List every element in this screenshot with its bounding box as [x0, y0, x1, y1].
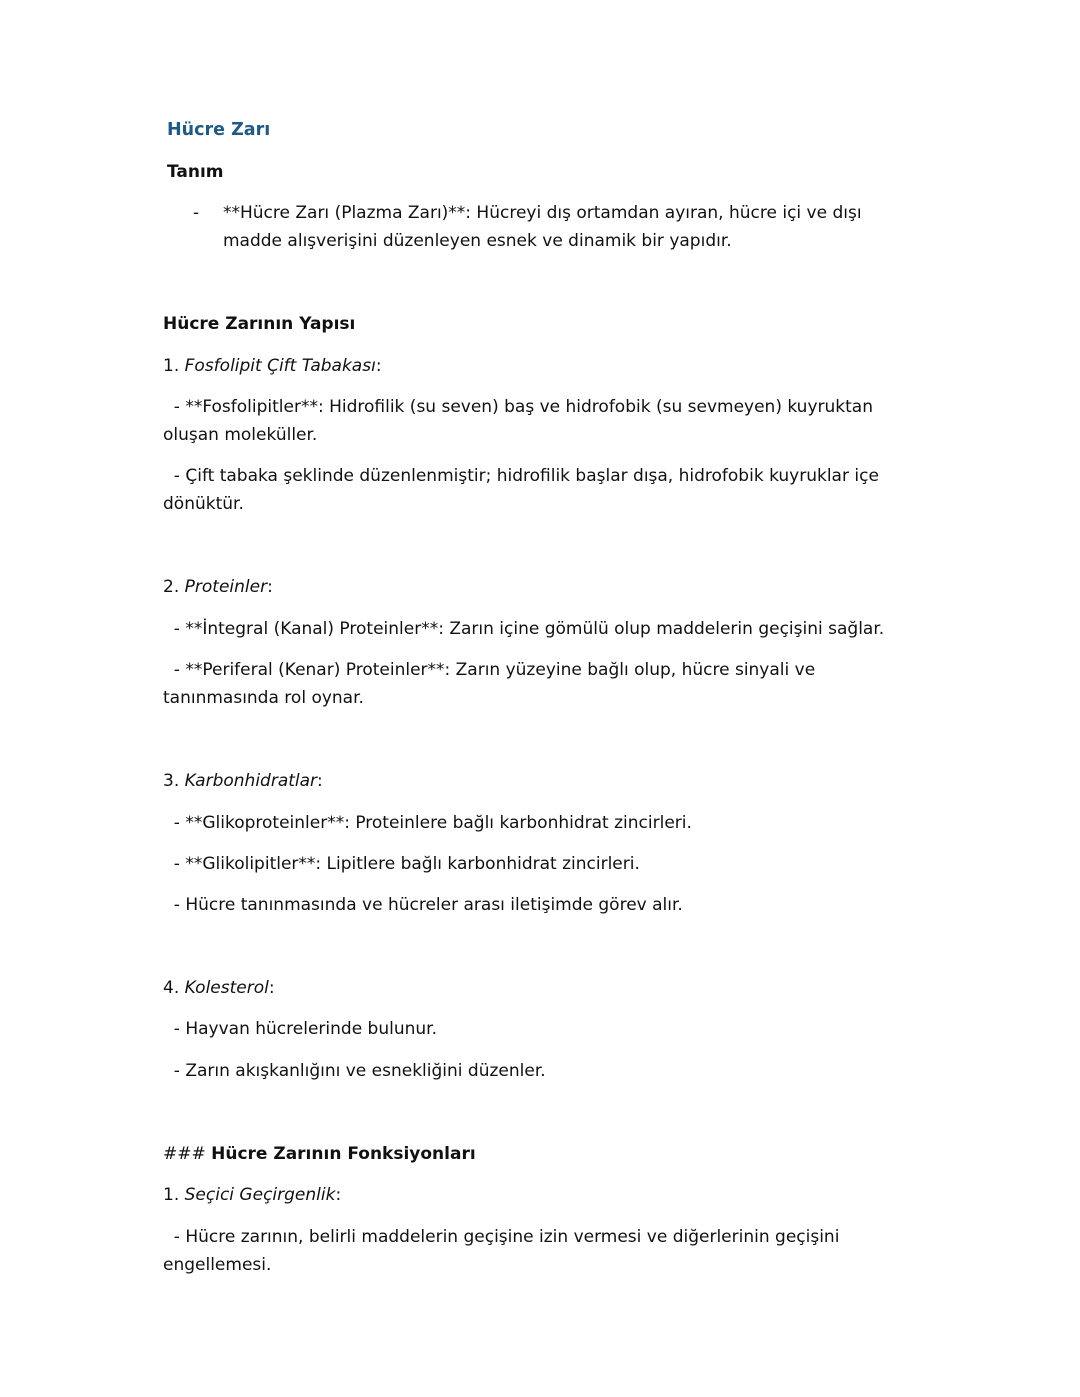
item-colon: : [375, 356, 382, 376]
structure-item3-line3: - Hücre tanınmasında ve hücreler arası iletişimde görev alır. [163, 895, 683, 915]
functions-heading-text: Hücre Zarının Fonksiyonları [211, 1144, 476, 1164]
definition-heading: Tanım [167, 162, 224, 182]
structure-item1-line1a: - **Fosfolipitler**: Hidrofilik (su seven) baş ve hidrofobik (su sevmeyen) kuyruktan [163, 397, 873, 417]
structure-heading: Hücre Zarının Yapısı [163, 314, 356, 334]
item-name: Kolesterol [184, 978, 269, 998]
definition-bullet-line2: madde alışverişini düzenleyen esnek ve dinamik bir yapıdır. [223, 231, 732, 251]
structure-item2-line2a: - **Periferal (Kenar) Proteinler**: Zarın yüzeyine bağlı olup, hücre sinyali ve [163, 660, 816, 680]
structure-item3-line1: - **Glikoproteinler**: Proteinlere bağlı karbonhidrat zincirleri. [163, 813, 692, 833]
item-number: 2. [163, 577, 180, 597]
structure-item1-line2a: - Çift tabaka şeklinde düzenlenmiştir; hidrofilik başlar dışa, hidrofobik kuyruklar içe [163, 466, 879, 486]
structure-item2-line2b: tanınmasında rol oynar. [163, 688, 364, 708]
structure-item3-line2: - **Glikolipitler**: Lipitlere bağlı karbonhidrat zincirleri. [163, 854, 640, 874]
item-number: 1. [163, 356, 180, 376]
item-colon: : [267, 577, 273, 597]
item-number: 4. [163, 978, 180, 998]
functions-item1-line1b: engellemesi. [163, 1255, 272, 1275]
structure-item4-line1: - Hayvan hücrelerinde bulunur. [163, 1019, 438, 1039]
structure-item1-title [163, 352, 382, 380]
structure-item2-title [163, 573, 273, 601]
item-name: Seçici Geçirgenlik [184, 1185, 336, 1205]
item-name: Proteinler [184, 577, 268, 597]
functions-item1-title [163, 1181, 341, 1209]
structure-item1-line1b: oluşan moleküller. [163, 425, 318, 445]
structure-item4-line2: - Zarın akışkanlığını ve esnekliğini düzenler. [163, 1061, 546, 1081]
markdown-prefix: ### [163, 1144, 206, 1164]
functions-heading [163, 1140, 476, 1168]
item-number: 1. [163, 1185, 180, 1205]
item-colon: : [335, 1185, 342, 1205]
structure-item4-title [163, 974, 275, 1002]
item-colon: : [268, 978, 275, 998]
structure-item1-line2b: dönüktür. [163, 494, 244, 514]
bullet-marker: - [193, 203, 200, 223]
item-number: 3. [163, 771, 180, 791]
item-colon: : [317, 771, 323, 791]
structure-item2-line1: - **İntegral (Kanal) Proteinler**: Zarın içine gömülü olup maddelerin geçişini sağlar. [163, 619, 885, 639]
definition-bullet-line1: **Hücre Zarı (Plazma Zarı)**: Hücreyi dış ortamdan ayıran, hücre içi ve dışı [223, 203, 862, 223]
item-name: Fosfolipit Çift Tabakası [184, 356, 376, 376]
document-title: Hücre Zarı [167, 120, 271, 140]
structure-item3-title [163, 767, 323, 795]
item-name: Karbonhidratlar [184, 771, 318, 791]
functions-item1-line1a: - Hücre zarının, belirli maddelerin geçişine izin vermesi ve diğerlerinin geçişini [163, 1227, 840, 1247]
